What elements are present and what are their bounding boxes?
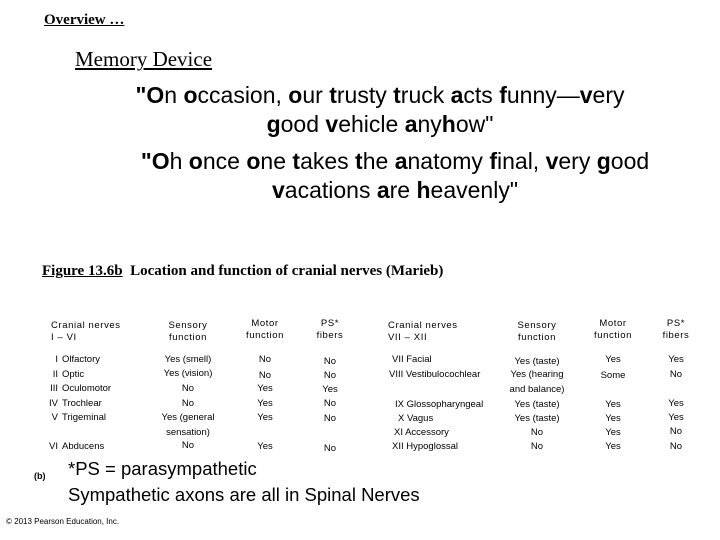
overview-text: Overview … — [44, 12, 125, 28]
mnemonic-rest: akes — [300, 148, 356, 174]
sensory-value: No — [530, 427, 544, 438]
sensory-value: Yes (taste) — [514, 399, 560, 410]
nerve-number: III — [50, 383, 58, 394]
sensory-value: No — [181, 383, 195, 394]
mnemonic-initial: t — [355, 148, 363, 174]
header-line: Motor — [251, 318, 279, 329]
sensory-value — [497, 368, 577, 397]
header-line: Cranial nerves — [388, 320, 458, 331]
mnemonic-rest: ow" — [455, 111, 494, 137]
nerve-number: IV — [49, 398, 58, 409]
sensory-line: sensation) — [166, 426, 210, 438]
header-line: Sensory — [168, 320, 208, 331]
nerve-name: Oculomotor — [62, 383, 112, 394]
sensory-value: No — [181, 440, 195, 451]
mnemonic-rest: ehicle — [338, 111, 405, 137]
mnemonic-rest: ood — [280, 111, 326, 137]
header-ps-fibers — [648, 318, 704, 342]
ps-value: Yes — [322, 384, 338, 395]
mnemonic-rest: ood — [610, 148, 650, 174]
mnemonic-initial: f — [489, 148, 497, 174]
figure-caption — [42, 263, 443, 280]
nerve-label: XI Accessory — [394, 427, 449, 438]
figure-part-label: (b) — [34, 471, 46, 481]
mnemonic-initial: a — [394, 148, 408, 174]
header-line: I – VI — [51, 332, 77, 343]
mnemonic-rest: ccasion, — [197, 82, 289, 108]
mnemonic-initial: o — [188, 148, 203, 174]
mnemonic-rest: nce — [202, 148, 247, 174]
mnemonic-rest: he — [362, 148, 395, 174]
nerve-name: Trigeminal — [62, 412, 106, 423]
mnemonic-2-line-2 — [95, 176, 695, 205]
mnemonic-1-line-2 — [90, 110, 670, 139]
ps-value: Yes — [668, 412, 684, 423]
mnemonic-initial: "O — [140, 148, 170, 174]
nerve-number: VI — [49, 441, 58, 452]
figure-caption-text: Location and function of cranial nerves (Marieb) — [130, 263, 444, 279]
motor-value: Yes — [605, 427, 621, 438]
sensory-line: Yes (hearing — [510, 369, 564, 380]
motor-value: Some — [600, 370, 626, 381]
mnemonic-rest: ruck — [400, 82, 451, 108]
header-line: VII – XII — [388, 332, 428, 343]
mnemonic-rest: ery — [592, 82, 625, 108]
header-line: fibers — [662, 330, 690, 341]
motor-value: Yes — [605, 441, 621, 452]
ps-footnote: *PS = parasympathetic — [68, 458, 257, 479]
figure-label: Figure 13.6b — [42, 263, 123, 279]
nerve-label: X Vagus — [398, 413, 434, 424]
sensory-line: Yes (general — [161, 412, 215, 423]
header-cranial-nerves — [51, 320, 121, 344]
nerve-label: VII Facial — [392, 354, 432, 365]
mnemonic-initial: v — [579, 82, 593, 108]
mnemonic-rest: re — [389, 177, 417, 203]
ps-value: No — [323, 356, 337, 367]
motor-value: Yes — [605, 354, 621, 365]
header-motor-function — [230, 318, 300, 342]
nerve-name: Optic — [62, 369, 85, 380]
mnemonic-initial: a — [450, 82, 464, 108]
sensory-value: Yes (smell) — [164, 354, 212, 365]
header-sensory-function — [148, 320, 228, 344]
overview-heading — [44, 12, 124, 29]
mnemonic-initial: t — [329, 82, 337, 108]
header-line: function — [168, 332, 208, 343]
motor-value: Yes — [257, 412, 273, 423]
motor-value: No — [258, 354, 272, 365]
nerve-name: Abducens — [62, 441, 105, 452]
sensory-value: No — [530, 441, 544, 452]
mnemonic-initial: "O — [135, 82, 165, 108]
ps-value: No — [323, 413, 337, 424]
mnemonic-initial: t — [393, 82, 401, 108]
mnemonic-initial: g — [596, 148, 611, 174]
sensory-value — [148, 411, 228, 440]
header-line: function — [245, 330, 285, 341]
mnemonic-rest: natomy — [407, 148, 490, 174]
nerve-number: V — [51, 412, 58, 423]
header-line: Sensory — [517, 320, 557, 331]
copyright-notice: © 2013 Pearson Education, Inc. — [6, 517, 120, 526]
header-sensory-function — [497, 320, 577, 344]
header-line: fibers — [316, 330, 344, 341]
ps-value: No — [323, 443, 337, 454]
sensory-value: Yes (vision) — [163, 368, 213, 379]
mnemonic-rest: eavenly" — [430, 177, 518, 203]
mnemonic-rest: inal, — [497, 148, 546, 174]
nerve-label: IX Glossopharyngeal — [395, 399, 484, 410]
mnemonic-rest: unny— — [506, 82, 580, 108]
sympathetic-note: Sympathetic axons are all in Spinal Nerves — [68, 484, 420, 505]
mnemonic-initial: v — [325, 111, 339, 137]
header-line: function — [517, 332, 557, 343]
motor-value: Yes — [257, 398, 273, 409]
mnemonic-rest: ne — [260, 148, 293, 174]
mnemonic-initial: a — [404, 111, 418, 137]
ps-value: No — [669, 441, 683, 452]
mnemonic-rest: ery — [558, 148, 597, 174]
mnemonic-initial: o — [246, 148, 261, 174]
mnemonic-rest: h — [169, 148, 189, 174]
mnemonic-rest: n — [164, 82, 184, 108]
header-line: function — [593, 330, 633, 341]
mnemonic-initial: f — [499, 82, 507, 108]
header-line: Cranial nerves — [51, 320, 121, 331]
ps-value: No — [669, 426, 683, 437]
mnemonic-rest: rusty — [336, 82, 394, 108]
mnemonic-2 — [95, 147, 695, 205]
mnemonic-rest: ny — [417, 111, 442, 137]
ps-value: No — [323, 398, 337, 409]
nerve-label: VIII Vestibulocochlear — [389, 369, 481, 380]
header-ps-fibers — [299, 318, 361, 342]
ps-value: No — [669, 369, 683, 380]
motor-value: Yes — [605, 413, 621, 424]
mnemonic-initial: a — [376, 177, 390, 203]
mnemonic-rest: acations — [284, 177, 377, 203]
header-motor-function — [580, 318, 646, 342]
mnemonic-initial: h — [441, 111, 456, 137]
mnemonic-initial: v — [271, 177, 285, 203]
memory-device-title: Memory Device — [75, 47, 213, 71]
header-line: PS* — [320, 318, 340, 329]
header-line: PS* — [666, 318, 686, 329]
nerve-label: XII Hypoglossal — [392, 441, 459, 452]
ps-value: Yes — [668, 354, 684, 365]
sensory-line: and balance) — [509, 383, 565, 395]
mnemonic-initial: h — [416, 177, 431, 203]
mnemonic-rest: cts — [463, 82, 500, 108]
sensory-value: Yes (taste) — [514, 356, 560, 367]
mnemonic-1-line-1 — [90, 81, 670, 110]
mnemonic-initial: g — [266, 111, 281, 137]
ps-value: Yes — [668, 398, 684, 409]
motor-value: Yes — [257, 383, 273, 394]
mnemonic-initial: t — [292, 148, 301, 174]
sensory-value: No — [181, 398, 195, 409]
mnemonic-2-line-1 — [95, 147, 695, 176]
mnemonic-initial: o — [183, 82, 198, 108]
header-line: Motor — [599, 318, 627, 329]
nerve-number: II — [52, 369, 58, 380]
mnemonic-rest: ur — [302, 82, 330, 108]
mnemonic-initial: v — [545, 148, 559, 174]
mnemonic-initial: o — [288, 82, 303, 108]
motor-value: Yes — [605, 399, 621, 410]
header-cranial-nerves — [388, 320, 458, 344]
nerve-name: Olfactory — [62, 354, 101, 365]
ps-value: No — [323, 370, 337, 381]
motor-value: No — [258, 370, 272, 381]
sensory-value: Yes (taste) — [514, 413, 560, 424]
nerve-number: I — [55, 354, 58, 365]
motor-value: Yes — [257, 441, 273, 452]
mnemonic-1 — [90, 81, 670, 139]
nerve-name: Trochlear — [62, 398, 102, 409]
